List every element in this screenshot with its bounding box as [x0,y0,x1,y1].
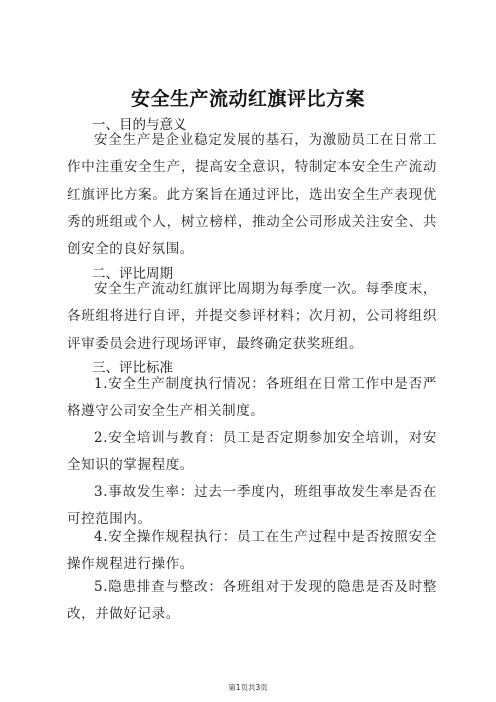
section-heading-period: 二、评比周期 [92,266,173,282]
document-title: 安全生产流动红旗评比方案 [130,88,365,110]
criteria-item-4: 4.安全操作规程执行：员工在生产过程中是否按照安全操作规程进行操作。 [67,529,437,573]
criteria-item-2: 2.安全培训与教育：员工是否定期参加安全培训，对安全知识的掌握程度。 [67,430,437,474]
criteria-item-3: 3.事故发生率：过去一季度内，班组事故发生率是否在可控范围内。 [67,484,437,528]
criteria-item-1: 1.安全生产制度执行情况：各班组在日常工作中是否严格遵守公司安全生产相关制度。 [67,376,437,420]
criteria-item-5: 5.隐患排查与整改：各班组对于发现的隐患是否及时整改，并做好记录。 [67,579,437,623]
paragraph-period: 安全生产流动红旗评比周期为每季度一次。每季度末，各班组将进行自评，并提交参评材料；次月初，公司将组织评审委员会进行现场评审，最终确定获奖班组。 [67,281,437,352]
section-heading-purpose: 一、目的与意义 [92,117,187,133]
page-footer: 第1页共3页 [228,683,268,692]
section-heading-criteria: 三、评比标准 [92,360,173,376]
paragraph-purpose: 安全生产是企业稳定发展的基石，为激励员工在日常工作中注重安全生产，提高安全意识，特制定本安全生产流动红旗评比方案。此方案旨在通过评比，选出安全生产表现优秀的班组或个人，树立榜样，推动全公司形成关注安全、共创安全的良好氛围。 [67,132,437,258]
